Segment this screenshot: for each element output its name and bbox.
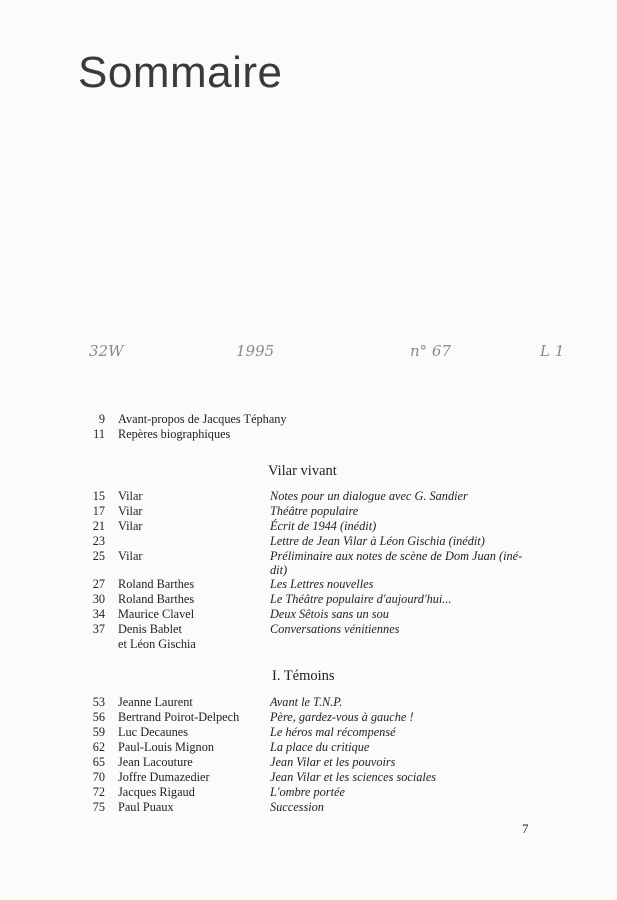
toc-title: Le Théâtre populaire d'aujourd'hui... bbox=[270, 592, 452, 606]
toc-entry bbox=[0, 694, 617, 710]
toc-entry bbox=[0, 724, 617, 740]
toc-author: Maurice Clavel bbox=[118, 607, 195, 621]
toc-author: Jeanne Laurent bbox=[118, 695, 193, 709]
page-title: Sommaire bbox=[78, 48, 283, 97]
toc-author: Luc Decaunes bbox=[118, 725, 188, 739]
toc-title: Les Lettres nouvelles bbox=[270, 577, 374, 591]
toc-title: Théâtre populaire bbox=[270, 504, 359, 518]
toc-author: Paul-Louis Mignon bbox=[118, 740, 214, 754]
toc-page-number: 23 bbox=[92, 534, 105, 548]
toc-entry bbox=[0, 769, 617, 785]
toc-entry bbox=[0, 799, 617, 815]
toc-page-number: 72 bbox=[92, 785, 105, 799]
toc-title: Jean Vilar et les pouvoirs bbox=[270, 755, 396, 769]
toc-entry bbox=[0, 576, 617, 592]
toc-entry bbox=[0, 503, 617, 519]
toc-page-number: 25 bbox=[92, 549, 105, 563]
toc-title: Écrit de 1944 (inédit) bbox=[270, 519, 377, 533]
toc-page-number: 62 bbox=[92, 740, 105, 754]
toc-page-number: 21 bbox=[92, 519, 105, 533]
toc-title: Avant le T.N.P. bbox=[270, 695, 343, 709]
toc-entry bbox=[0, 533, 617, 549]
section-heading: Vilar vivant bbox=[268, 463, 337, 479]
toc-page-number: 15 bbox=[92, 489, 105, 503]
toc-page-number: 11 bbox=[93, 427, 105, 441]
toc-entry bbox=[0, 739, 617, 755]
toc-page-number: 17 bbox=[92, 504, 105, 518]
toc-author: Vilar bbox=[118, 519, 143, 533]
toc-page-number: 59 bbox=[92, 725, 105, 739]
toc-page-number: 9 bbox=[98, 412, 105, 426]
toc-page-number: 30 bbox=[92, 592, 105, 606]
toc-author: Bertrand Poirot-Delpech bbox=[118, 710, 240, 724]
toc-page-number: 70 bbox=[92, 770, 105, 784]
handwritten-note: n° 67 bbox=[410, 342, 452, 360]
toc-entry bbox=[0, 426, 617, 442]
toc-title: Succession bbox=[270, 800, 324, 814]
toc-title: Conversations vénitiennes bbox=[270, 622, 400, 636]
toc-entry-text: Repères biographiques bbox=[118, 427, 231, 441]
toc-entry bbox=[0, 411, 617, 427]
toc-author: Vilar bbox=[118, 489, 143, 503]
section-heading: I. Témoins bbox=[272, 668, 335, 684]
toc-title: L'ombre portée bbox=[270, 785, 345, 799]
toc-author: Paul Puaux bbox=[118, 800, 174, 814]
handwritten-note: L 1 bbox=[540, 342, 565, 360]
toc-title: Deux Sêtois sans un sou bbox=[270, 607, 389, 621]
toc-title: Le héros mal récompensé bbox=[270, 725, 396, 739]
toc-title: Notes pour un dialogue avec G. Sandier bbox=[270, 489, 468, 503]
handwritten-note: 32W bbox=[89, 342, 124, 360]
toc-title: Lettre de Jean Vilar à Léon Gischia (inédit) bbox=[270, 534, 485, 548]
toc-entry bbox=[0, 591, 617, 607]
toc-page-number: 56 bbox=[92, 710, 105, 724]
toc-entry bbox=[0, 621, 617, 637]
page-number: 7 bbox=[522, 821, 529, 836]
toc-page-number: 37 bbox=[92, 622, 105, 636]
toc-author: Vilar bbox=[118, 504, 143, 518]
toc-author: Vilar bbox=[118, 549, 143, 563]
toc-title: Préliminaire aux notes de scène de Dom Juan (iné- bbox=[270, 549, 523, 563]
toc-author: Joffre Dumazedier bbox=[118, 770, 210, 784]
toc-page-number: 65 bbox=[92, 755, 105, 769]
toc-entry-text: Avant-propos de Jacques Téphany bbox=[118, 412, 287, 426]
toc-title: dit) bbox=[270, 563, 288, 577]
toc-author: Jacques Rigaud bbox=[118, 785, 195, 799]
toc-author: Roland Barthes bbox=[118, 577, 195, 591]
toc-entry bbox=[0, 518, 617, 534]
toc-author: et Léon Gischia bbox=[118, 637, 196, 651]
toc-page-number: 27 bbox=[92, 577, 105, 591]
toc-author: Denis Bablet bbox=[118, 622, 182, 636]
toc-entry bbox=[0, 636, 617, 652]
toc-page-number: 34 bbox=[92, 607, 105, 621]
toc-title: Père, gardez-vous à gauche ! bbox=[270, 710, 414, 724]
toc-entry bbox=[0, 784, 617, 800]
toc-entry bbox=[0, 606, 617, 622]
handwritten-note: 1995 bbox=[236, 342, 275, 360]
toc-page-number: 53 bbox=[92, 695, 105, 709]
toc-title: Jean Vilar et les sciences sociales bbox=[270, 770, 437, 784]
toc-page-number: 75 bbox=[92, 800, 105, 814]
toc-entry bbox=[0, 709, 617, 725]
toc-title: La place du critique bbox=[270, 740, 370, 754]
toc-author: Jean Lacouture bbox=[118, 755, 193, 769]
toc-entry bbox=[0, 754, 617, 770]
toc-author: Roland Barthes bbox=[118, 592, 195, 606]
toc-entry bbox=[0, 488, 617, 504]
